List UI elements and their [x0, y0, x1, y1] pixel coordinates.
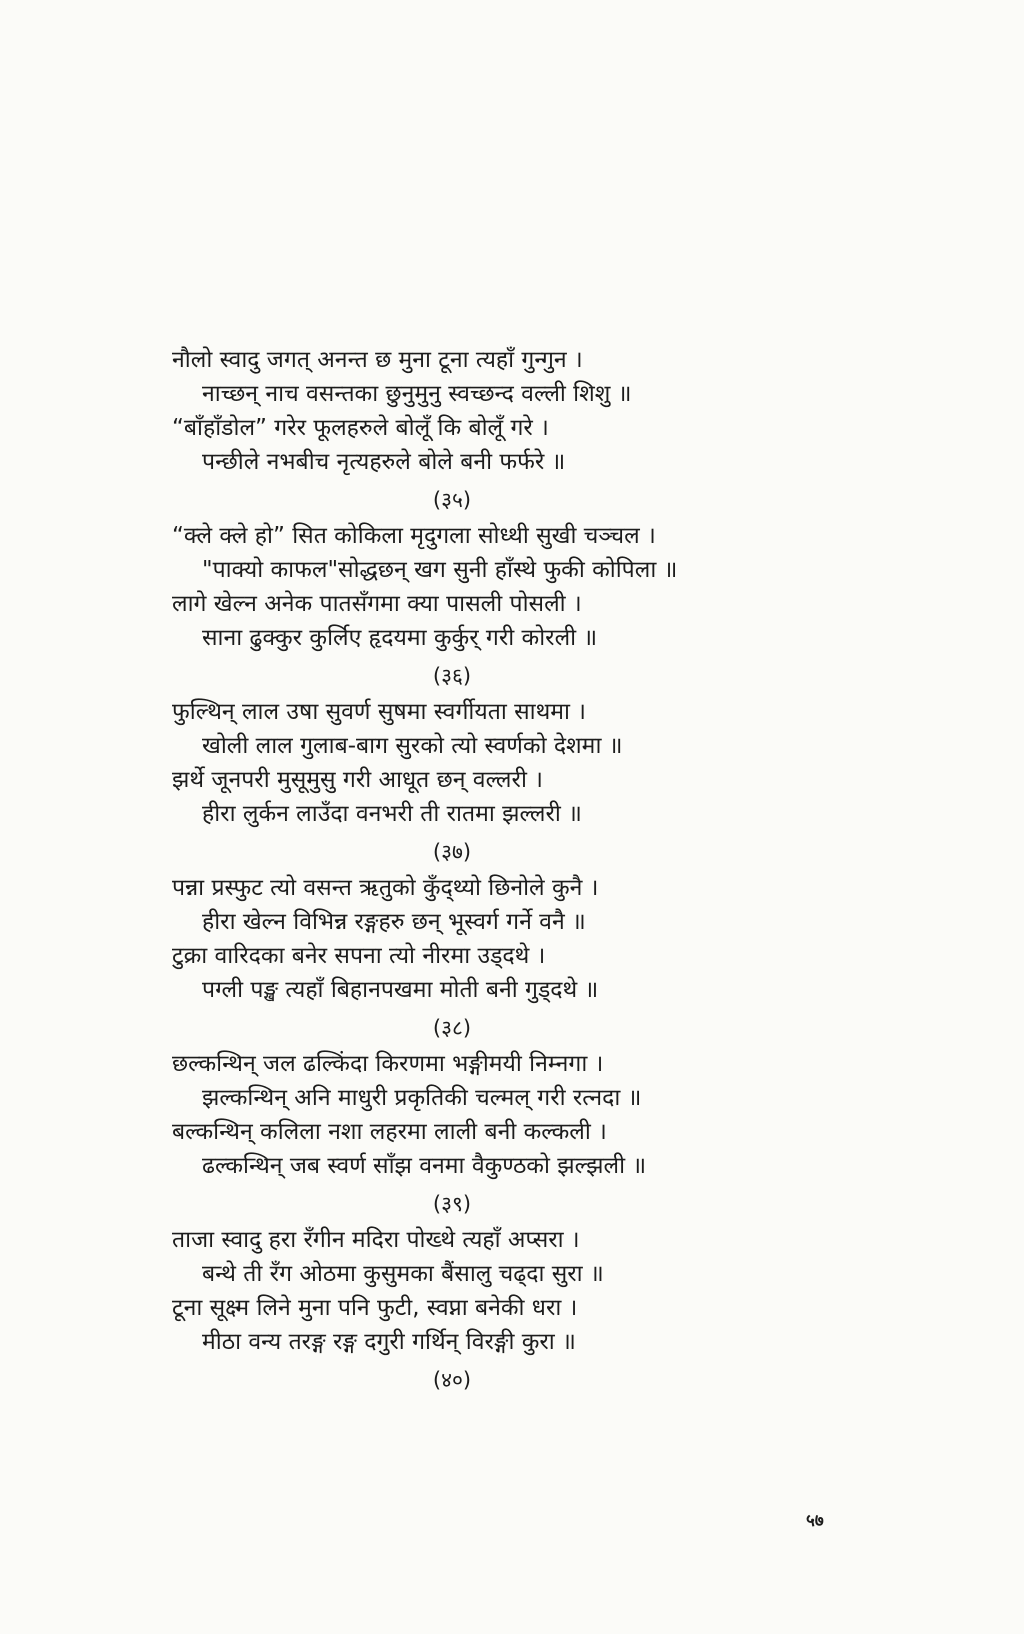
- verse-line: बल्कन्थिन् कलिला नशा लहरमा लाली बनी कल्कली ।: [172, 1119, 607, 1145]
- verse-line: “बाँहाँडोल” गरेर फूलहरुले बोलूँ कि बोलूँ गरे ।: [172, 415, 549, 441]
- verse-line: साना ढुक्कुर कुर्लिए हृदयमा कुर्कुर् गरी कोरली ॥: [202, 625, 598, 651]
- verse-number: (३७): [432, 840, 472, 864]
- verse-line: नौलो स्वादु जगत् अनन्त छ मुना टूना त्यहाँ गुन्गुन ।: [172, 347, 583, 373]
- stanza: [172, 1047, 772, 1223]
- verse-line: हीरा लुर्कन लाउँदा वनभरी ती रातमा झल्लरी ॥: [202, 801, 582, 827]
- verse-line: नाच्छन् नाच वसन्तका छुनुमुनु स्वच्छन्द वल्ली शिशु ॥: [202, 381, 632, 407]
- verse-line: लागे खेल्न अनेक पातसँगमा क्या पासली पोसली ।: [172, 591, 582, 617]
- verse-number: (३८): [432, 1016, 472, 1040]
- stanza: [172, 343, 772, 519]
- verse-line: पग्ली पङ्ख त्यहाँ बिहानपखमा मोती बनी गुड्दथे ॥: [202, 977, 599, 1003]
- verse-line: मीठा वन्य तरङ्ग रङ्ग दगुरी गर्थिन् विरङ्गी कुरा ॥: [202, 1329, 576, 1355]
- verse-line: बन्थे ती रँग ओठमा कुसुमका बैंसालु चढ्दा सुरा ॥: [202, 1261, 604, 1287]
- poem-body: [172, 343, 772, 1399]
- verse-line: “क्ले क्ले हो” सित कोकिला मृदुगला सोध्थी सुखी चञ्चल ।: [172, 523, 656, 549]
- verse-line: झर्थे जूनपरी मुसूमुसु गरी आधूत छन् वल्लरी ।: [172, 767, 543, 793]
- verse-line: पन्ना प्रस्फुट त्यो वसन्त ऋतुको कुँद्थ्यो छिनोले कुनै ।: [172, 875, 599, 901]
- verse-line: ढल्कन्थिन् जब स्वर्ण साँझ वनमा वैकुण्ठको झल्झली ॥: [202, 1153, 647, 1179]
- stanza: [172, 1223, 772, 1399]
- stanza: [172, 871, 772, 1047]
- verse-line: टुक्रा वारिदका बनेर सपना त्यो नीरमा उड्दथे ।: [172, 943, 546, 969]
- verse-line: खोली लाल गुलाब-बाग सुरको त्यो स्वर्णको देशमा ॥: [202, 733, 623, 759]
- verse-line: हीरा खेल्न विभिन्न रङ्गहरु छन् भूस्वर्ग गर्ने वनै ॥: [202, 909, 586, 935]
- verse-number: (३६): [432, 664, 472, 688]
- verse-line: ताजा स्वादु हरा रँगीन मदिरा पोख्थे त्यहाँ अप्सरा ।: [172, 1227, 580, 1253]
- verse-line: फुल्थिन् लाल उषा सुवर्ण सुषमा स्वर्गीयता साथमा ।: [172, 699, 587, 725]
- verse-number: (४०): [432, 1368, 472, 1392]
- verse-line: टूना सूक्ष्म लिने मुना पनि फुटी, स्वप्ना बनेकी धरा ।: [172, 1295, 578, 1321]
- verse-line: पन्छीले नभबीच नृत्यहरुले बोले बनी फर्फरे ॥: [202, 449, 566, 475]
- verse-number: (३५): [432, 488, 472, 512]
- verse-number: (३९): [432, 1192, 472, 1216]
- verse-line: "पाक्यो काफल"सोद्धछन् खग सुनी हाँस्थे फुकी कोपिला ॥: [202, 557, 678, 583]
- verse-line: झल्कन्थिन् अनि माधुरी प्रकृतिकी चल्मल् गरी रत्नदा ॥: [202, 1085, 642, 1111]
- page-number: ५७: [806, 1511, 824, 1531]
- stanza: [172, 519, 772, 695]
- verse-line: छल्कन्थिन् जल ढल्किंदा किरणमा भङ्गीमयी निम्नगा ।: [172, 1051, 604, 1077]
- stanza: [172, 695, 772, 871]
